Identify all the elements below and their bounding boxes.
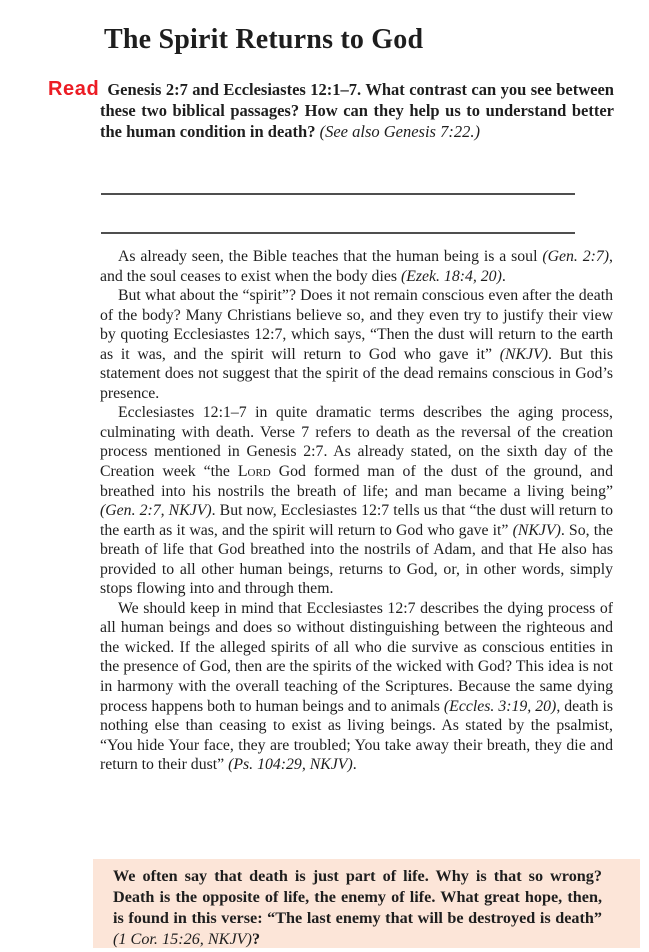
answer-line xyxy=(101,232,575,234)
read-question-text: Genesis 2:7 and Ecclesiastes 12:1–7. What contrast can you see between these two biblical passages? How can they help us to understand better the human condition in death? (See also Genesis 7:22.) xyxy=(100,80,614,141)
read-question-block xyxy=(48,78,614,142)
callout-box xyxy=(93,859,640,948)
paragraph: Ecclesiastes 12:1–7 in quite dramatic terms describes the aging process, culminating with death. Verse 7 refers to death as the reversal of the creation process mentioned in Genesis 2:7. As already stated, on the sixth day of the Creation week “the Lord God formed man of the dust of the ground, and breathed into his nostrils the breath of life; and man became a living being” (Gen. 2:7, NKJV). But now, Ecclesiastes 12:7 tells us that “the dust will return to the earth as it was, and the spirit will return to God who gave it” (NKJV). So, the breath of life that God breathed into the nostrils of Adam, and that He also has provided to all other human beings, returns to God, or, in other words, simply stops flowing into and through them. xyxy=(100,404,614,598)
callout-text: We often say that death is just part of life. Why is that so wrong? Death is the opposite of life, the enemy of life. What great hope, then, is found in this verse: “The last enemy that will be destroyed is death” (1 Cor. 15:26, NKJV)? xyxy=(113,867,602,948)
page-title: The Spirit Returns to God xyxy=(104,24,424,55)
paragraph: We should keep in mind that Ecclesiastes 12:7 describes the dying process of all human beings and does so without distinguishing between the righteous and the wicked. If the alleged spirits of all who die survive as conscious entities in the presence of God, then are the spirits of the wicked with God? This idea is not in harmony with the overall teaching of the Scriptures. Because the same dying process happens both to human beings and to animals (Eccles. 3:19, 20), death is nothing else than ceasing to exist as living beings. As stated by the psalmist, “You hide Your face, they are troubled; You take away their breath, they die and return to their dust” (Ps. 104:29, NKJV). xyxy=(100,599,613,774)
body-paragraphs xyxy=(100,247,613,775)
paragraph: As already seen, the Bible teaches that the human being is a soul (Gen. 2:7), and the soul ceases to exist when the body dies (Ezek. 18:4, 20). xyxy=(100,248,613,285)
read-label: Read xyxy=(48,78,100,100)
answer-line xyxy=(101,193,575,195)
paragraph: But what about the “spirit”? Does it not remain conscious even after the death of the body? Many Christians believe so, and they even try to justify their view by quoting Ecclesiastes 12:7, which says, “Then the dust will return to the earth as it was, and the spirit will return to God who gave it” (NKJV). But this statement does not suggest that the spirit of the dead remains conscious in God’s presence. xyxy=(100,287,613,402)
